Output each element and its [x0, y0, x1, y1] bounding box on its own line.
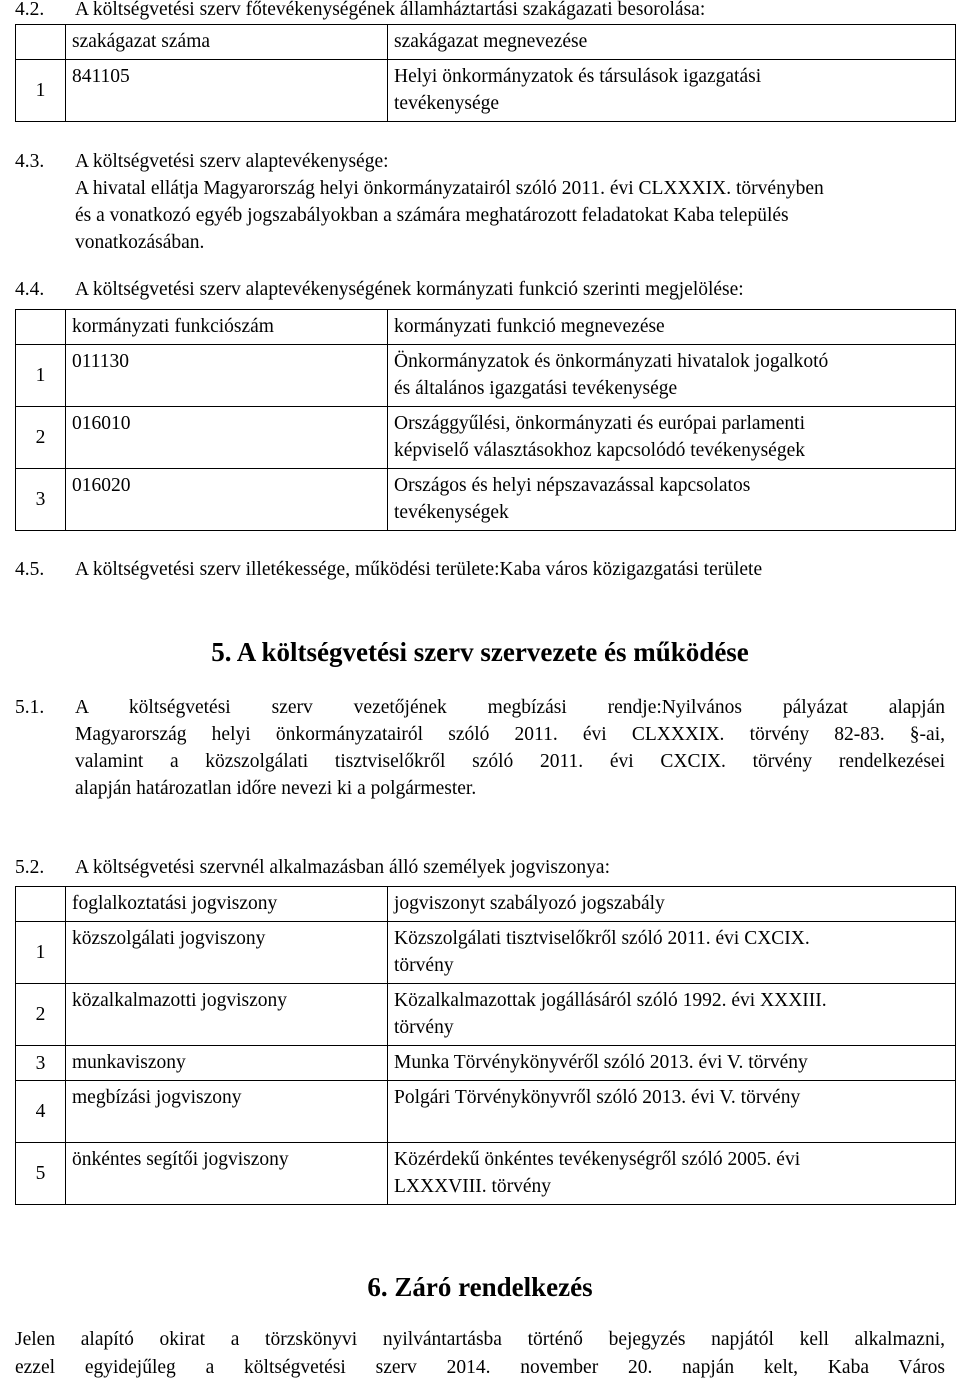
- table-row: [16, 1081, 956, 1143]
- section-number: 4.4.: [15, 279, 45, 300]
- chapter-5-heading: 5. A költségvetési szerv szervezete és működése: [211, 637, 749, 667]
- section-text: A költségvetési szerv illetékessége, működési területe:Kaba város közigazgatási területe: [75, 559, 763, 580]
- function-name-line: tevékenységek: [394, 502, 509, 523]
- table-row: [16, 60, 956, 122]
- table-row: [16, 345, 956, 407]
- table-header-row: [16, 887, 956, 922]
- row-index: 5: [16, 1143, 66, 1205]
- function-table: [15, 309, 956, 531]
- row-index: 3: [16, 1046, 66, 1081]
- sector-name-line: Helyi önkormányzatok és társulások igazgatási: [394, 66, 762, 87]
- function-name-line: Önkormányzatok és önkormányzati hivatalok jogalkotó: [394, 351, 829, 372]
- row-index: 3: [16, 469, 66, 531]
- employment-type: munkaviszony: [66, 1046, 388, 1081]
- paragraph-line: Jelen alapító okirat a törzskönyvi nyilvántartásba történő bejegyzés napjától kell alkalmazni,: [15, 1329, 945, 1350]
- table-row: [16, 469, 956, 531]
- function-name-line: Országos és helyi népszavazással kapcsolatos: [394, 475, 751, 496]
- legal-basis-line: Munka Törvénykönyvéről szóló 2013. évi V. törvény: [394, 1052, 808, 1073]
- row-index: 1: [16, 922, 66, 984]
- row-index: 4: [16, 1081, 66, 1143]
- section-title: A költségvetési szerv alaptevékenységének kormányzati funkció szerinti megjelölése:: [75, 279, 744, 300]
- closing-paragraph: [15, 1326, 945, 1382]
- function-name: [388, 345, 956, 407]
- row-index: 1: [16, 345, 66, 407]
- section-5-1: [15, 694, 945, 802]
- function-code: 016020: [66, 469, 388, 531]
- legal-basis-line: Közérdekű önkéntes tevékenységről szóló 2005. évi: [394, 1149, 801, 1170]
- function-name: [388, 469, 956, 531]
- section-4-5: [15, 556, 945, 583]
- legal-basis-line: Közalkalmazottak jogállásáról szóló 1992. évi XXXIII.: [394, 990, 827, 1011]
- paragraph-line: és a vonatkozó egyéb jogszabályokban a számára meghatározott feladatokat Kaba település: [75, 205, 789, 226]
- legal-basis: [388, 984, 956, 1046]
- row-index: 2: [16, 984, 66, 1046]
- legal-basis-line: Közszolgálati tisztviselőkről szóló 2011. évi CXCIX.: [394, 928, 810, 949]
- sector-name-line: tevékenysége: [394, 93, 500, 114]
- table-row: [16, 1143, 956, 1205]
- function-code: 016010: [66, 407, 388, 469]
- paragraph-line: valamint a közszolgálati tisztviselőkről szóló 2011. évi CXCIX. törvény rendelkezései: [75, 751, 945, 772]
- row-index: 2: [16, 407, 66, 469]
- employment-table: [15, 886, 956, 1205]
- section-4-2-heading: [15, 0, 945, 23]
- header-cell: foglalkoztatási jogviszony: [66, 887, 388, 922]
- section-number: 5.1.: [15, 697, 45, 718]
- function-name-line: képviselő választásokhoz kapcsolódó tevékenységek: [394, 440, 805, 461]
- header-cell: kormányzati funkciószám: [66, 310, 388, 345]
- legal-basis: [388, 1143, 956, 1205]
- section-number: 4.5.: [15, 559, 45, 580]
- function-name: [388, 407, 956, 469]
- function-name-line: és általános igazgatási tevékenysége: [394, 378, 678, 399]
- header-cell: szakágazat száma: [66, 25, 388, 60]
- sector-name: [388, 60, 956, 122]
- employment-type: önkéntes segítői jogviszony: [66, 1143, 388, 1205]
- section-title: A költségvetési szerv alaptevékenysége:: [75, 151, 389, 172]
- legal-basis: [388, 1046, 956, 1081]
- paragraph-line: alapján határozatlan időre nevezi ki a polgármester.: [75, 778, 477, 799]
- section-number: 5.2.: [15, 857, 45, 878]
- paragraph-line: vonatkozásában.: [75, 232, 205, 253]
- legal-basis-line: törvény: [394, 955, 454, 976]
- section-number: 4.2.: [15, 0, 45, 20]
- section-number: 4.3.: [15, 151, 45, 172]
- paragraph-line: A hivatal ellátja Magyarország helyi önkormányzatairól szóló 2011. évi CLXXXIX. törvényben: [75, 178, 824, 199]
- header-cell: kormányzati funkció megnevezése: [388, 310, 956, 345]
- header-cell: szakágazat megnevezése: [388, 25, 956, 60]
- table-row: [16, 1046, 956, 1081]
- table-row: [16, 922, 956, 984]
- legal-basis-line: Polgári Törvénykönyvről szóló 2013. évi V. törvény: [394, 1087, 801, 1108]
- employment-type: közszolgálati jogviszony: [66, 922, 388, 984]
- index-cell: [16, 310, 66, 345]
- paragraph-line: A költségvetési szerv vezetőjének megbízási rendje:Nyilvános pályázat alapján: [75, 697, 945, 718]
- table-header-row: [16, 310, 956, 345]
- function-code: 011130: [66, 345, 388, 407]
- chapter-6-heading: 6. Záró rendelkezés: [367, 1272, 593, 1302]
- section-4-3: [15, 148, 945, 256]
- sector-table: [15, 24, 956, 122]
- table-header-row: [16, 25, 956, 60]
- legal-basis-line: törvény: [394, 1017, 454, 1038]
- table-row: [16, 407, 956, 469]
- section-title: A költségvetési szervnél alkalmazásban álló személyek jogviszonya:: [75, 857, 610, 878]
- section-title: A költségvetési szerv főtevékenységének államháztartási szakágazati besorolása:: [75, 0, 706, 20]
- row-index: 1: [16, 60, 66, 122]
- index-cell: [16, 887, 66, 922]
- paragraph-line: Magyarország helyi önkormányzatairól szóló 2011. évi CLXXXIX. törvény 82-83. §-ai,: [75, 724, 945, 745]
- index-cell: [16, 25, 66, 60]
- function-name-line: Országgyűlési, önkormányzati és európai parlamenti: [394, 413, 805, 434]
- sector-code: 841105: [66, 60, 388, 122]
- employment-type: közalkalmazotti jogviszony: [66, 984, 388, 1046]
- section-4-4-heading: [15, 276, 945, 303]
- paragraph-line: ezzel egyidejűleg a költségvetési szerv 2014. november 20. napján kelt, Kaba Város: [15, 1357, 945, 1378]
- table-row: [16, 984, 956, 1046]
- legal-basis: [388, 1081, 956, 1143]
- header-cell: jogviszonyt szabályozó jogszabály: [388, 887, 956, 922]
- section-5-2-heading: [15, 854, 945, 881]
- legal-basis-line: LXXXVIII. törvény: [394, 1176, 552, 1197]
- legal-basis: [388, 922, 956, 984]
- employment-type: megbízási jogviszony: [66, 1081, 388, 1143]
